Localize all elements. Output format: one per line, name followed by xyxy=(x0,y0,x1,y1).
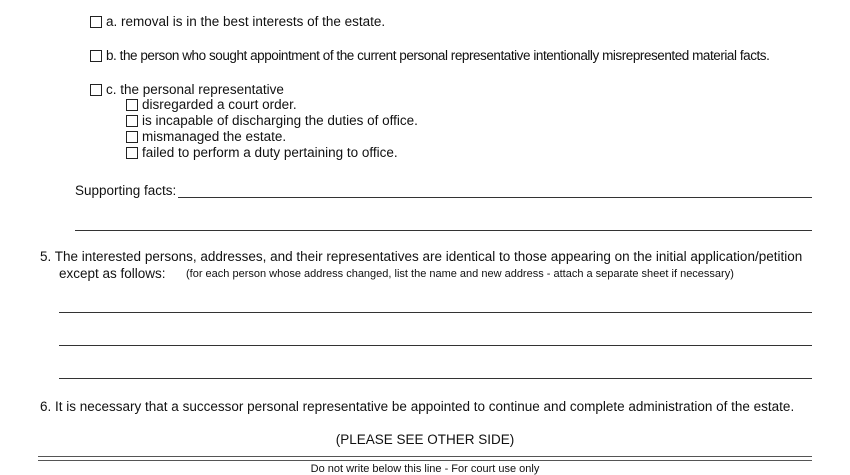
item5-except-label: except as follows: xyxy=(59,266,166,281)
subitem-incapable: is incapable of discharging the duties of office. xyxy=(142,113,418,128)
option-b-label: b. the person who sought appointment of the current personal representative intentionally misrepresented material facts. xyxy=(106,48,770,63)
item5-note: (for each person whose address changed, list the name and new address - attach a separate sheet if necessary) xyxy=(186,268,734,280)
divider-line-top xyxy=(38,456,812,457)
subitem-failed-duty: failed to perform a duty pertaining to office. xyxy=(142,145,398,160)
checkbox-failed-duty[interactable] xyxy=(126,147,138,159)
option-a-label: a. removal is in the best interests of the estate. xyxy=(106,14,386,29)
checkbox-misrepresented-facts[interactable] xyxy=(90,50,102,62)
item5-text: 5. The interested persons, addresses, and their representatives are identical to those appearing on the initial application/petition xyxy=(40,249,803,264)
option-c-label: c. the personal representative xyxy=(106,82,284,97)
checkbox-mismanaged[interactable] xyxy=(126,131,138,143)
item6-text: 6. It is necessary that a successor personal representative be appointed to continue and complete administration of the estate. xyxy=(40,399,795,414)
changes-line-1[interactable] xyxy=(59,312,812,313)
changes-line-3[interactable] xyxy=(59,378,812,379)
see-other-side: (PLEASE SEE OTHER SIDE) xyxy=(335,432,515,447)
checkbox-disregarded-court-order[interactable] xyxy=(126,99,138,111)
checkbox-personal-representative[interactable] xyxy=(90,84,102,96)
subitem-mismanaged: mismanaged the estate. xyxy=(142,129,287,144)
checkbox-incapable[interactable] xyxy=(126,115,138,127)
supporting-facts-line-1[interactable] xyxy=(178,197,812,198)
changes-line-2[interactable] xyxy=(59,345,812,346)
supporting-facts-label: Supporting facts: xyxy=(75,183,177,198)
court-use-only-text: Do not write below this line - For court use only xyxy=(310,463,540,475)
supporting-facts-line-2[interactable] xyxy=(75,230,812,231)
subitem-disregarded-court-order: disregarded a court order. xyxy=(142,97,297,112)
divider-line-bottom xyxy=(38,460,812,461)
checkbox-removal-best-interests[interactable] xyxy=(90,16,102,28)
